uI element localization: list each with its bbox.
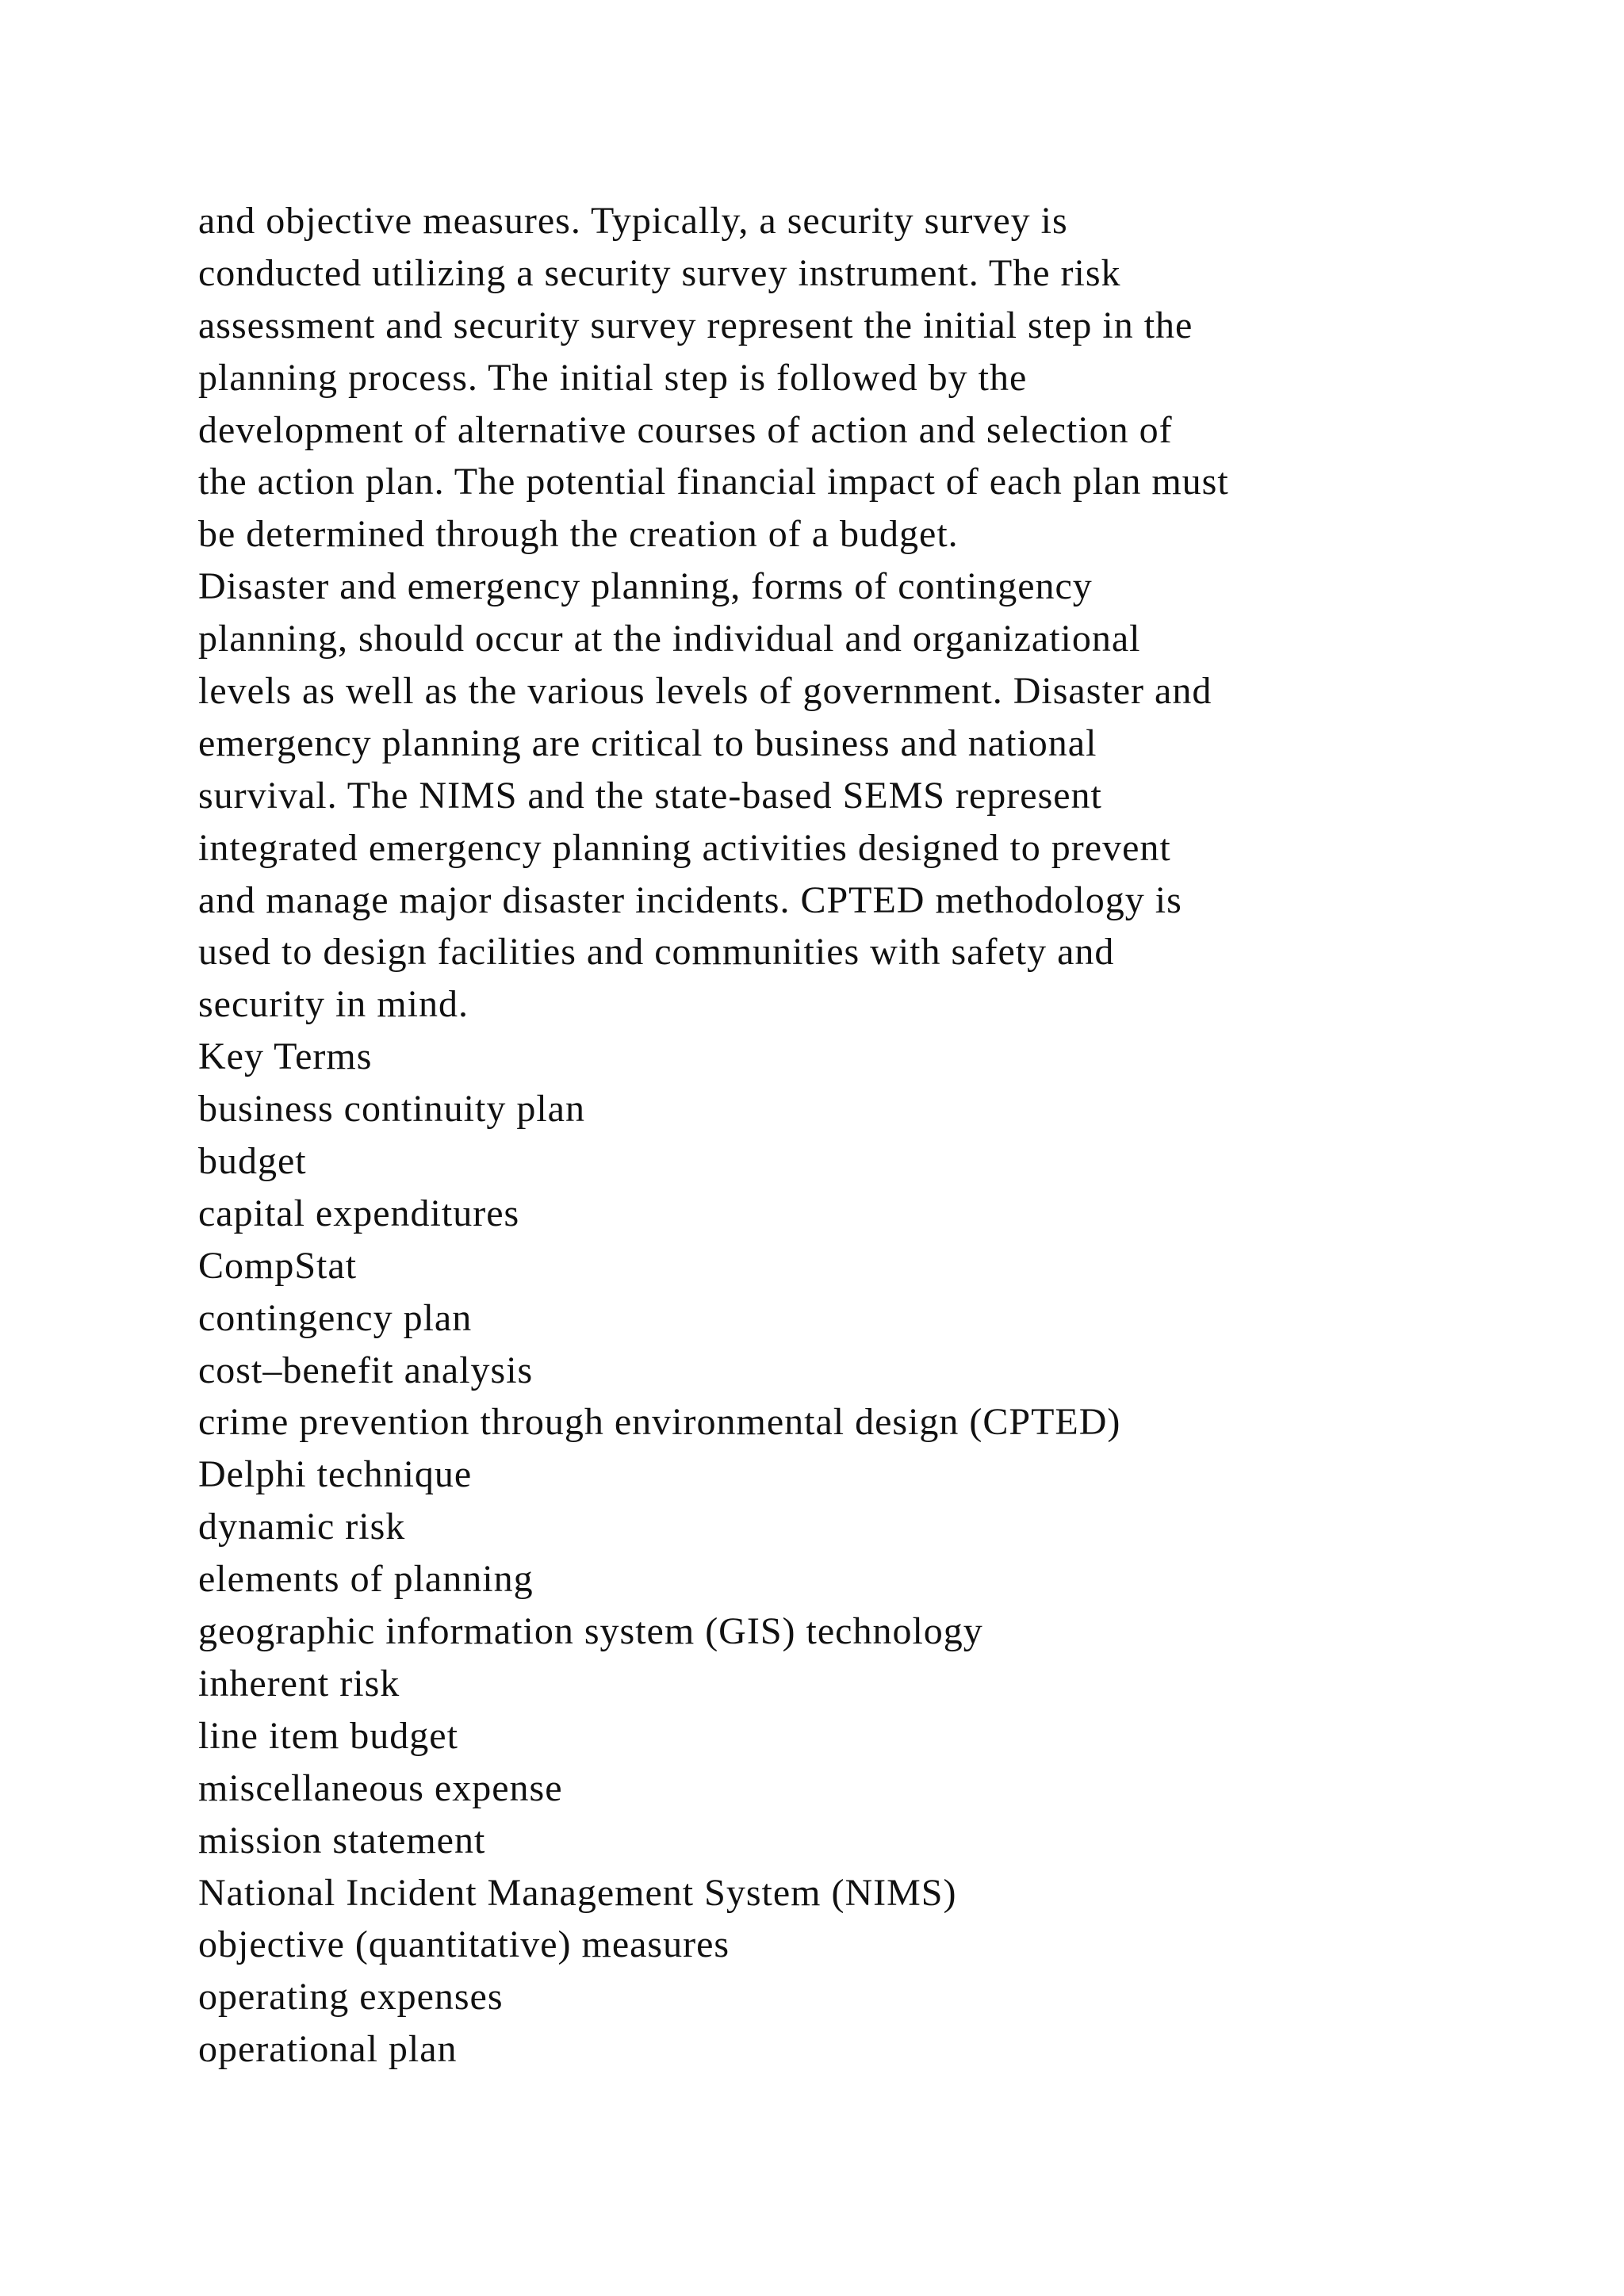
key-term: mission statement [198,1819,486,1862]
key-term: contingency plan [198,1296,473,1339]
paragraph-1-line: the action plan. The potential financial impact of each plan must [198,461,1229,503]
key-terms-heading: Key Terms [198,1035,373,1078]
key-term: operating expenses [198,1976,504,2019]
document-body [198,195,1562,2076]
key-term: CompStat [198,1244,358,1287]
paragraph-2-line: used to design facilities and communities with safety and [198,931,1115,974]
paragraph-2-line: levels as well as the various levels of government. Disaster and [198,670,1212,713]
paragraph-1-line: planning process. The initial step is followed by the [198,356,1028,399]
paragraph-1-line: development of alternative courses of action and selection of [198,408,1173,451]
key-term: Delphi technique [198,1453,473,1496]
key-term: business continuity plan [198,1088,585,1131]
key-term: crime prevention through environmental design (CPTED) [198,1401,1121,1444]
paragraph-2-line: and manage major disaster incidents. CPTED methodology is [198,878,1182,921]
key-term: inherent risk [198,1662,400,1705]
paragraph-2-line: planning, should occur at the individual and organizational [198,618,1141,660]
key-term: National Incident Management System (NIMS) [198,1871,957,1914]
paragraph-2-line: survival. The NIMS and the state-based SEMS represent [198,774,1102,817]
key-term: geographic information system (GIS) technology [198,1610,983,1653]
key-term: operational plan [198,2028,458,2071]
paragraph-1-line: be determined through the creation of a budget. [198,513,959,556]
paragraph-2-line: security in mind. [198,983,469,1026]
paragraph-2-line: emergency planning are critical to business and national [198,721,1097,764]
key-term: objective (quantitative) measures [198,1923,730,1966]
key-term: miscellaneous expense [198,1766,563,1809]
paragraph-1-line: assessment and security survey represent the initial step in the [198,304,1193,346]
key-term: line item budget [198,1714,458,1757]
key-term: dynamic risk [198,1506,406,1548]
key-term: capital expenditures [198,1192,520,1234]
paragraph-2-line: Disaster and emergency planning, forms of contingency [198,565,1093,608]
paragraph-1-line: conducted utilizing a security survey instrument. The risk [198,251,1121,294]
key-term: cost–benefit analysis [198,1349,534,1391]
paragraph-1-line: and objective measures. Typically, a security survey is [198,200,1068,242]
key-term: elements of planning [198,1558,534,1601]
paragraph-2-line: integrated emergency planning activities designed to prevent [198,826,1171,869]
key-term: budget [198,1140,307,1183]
